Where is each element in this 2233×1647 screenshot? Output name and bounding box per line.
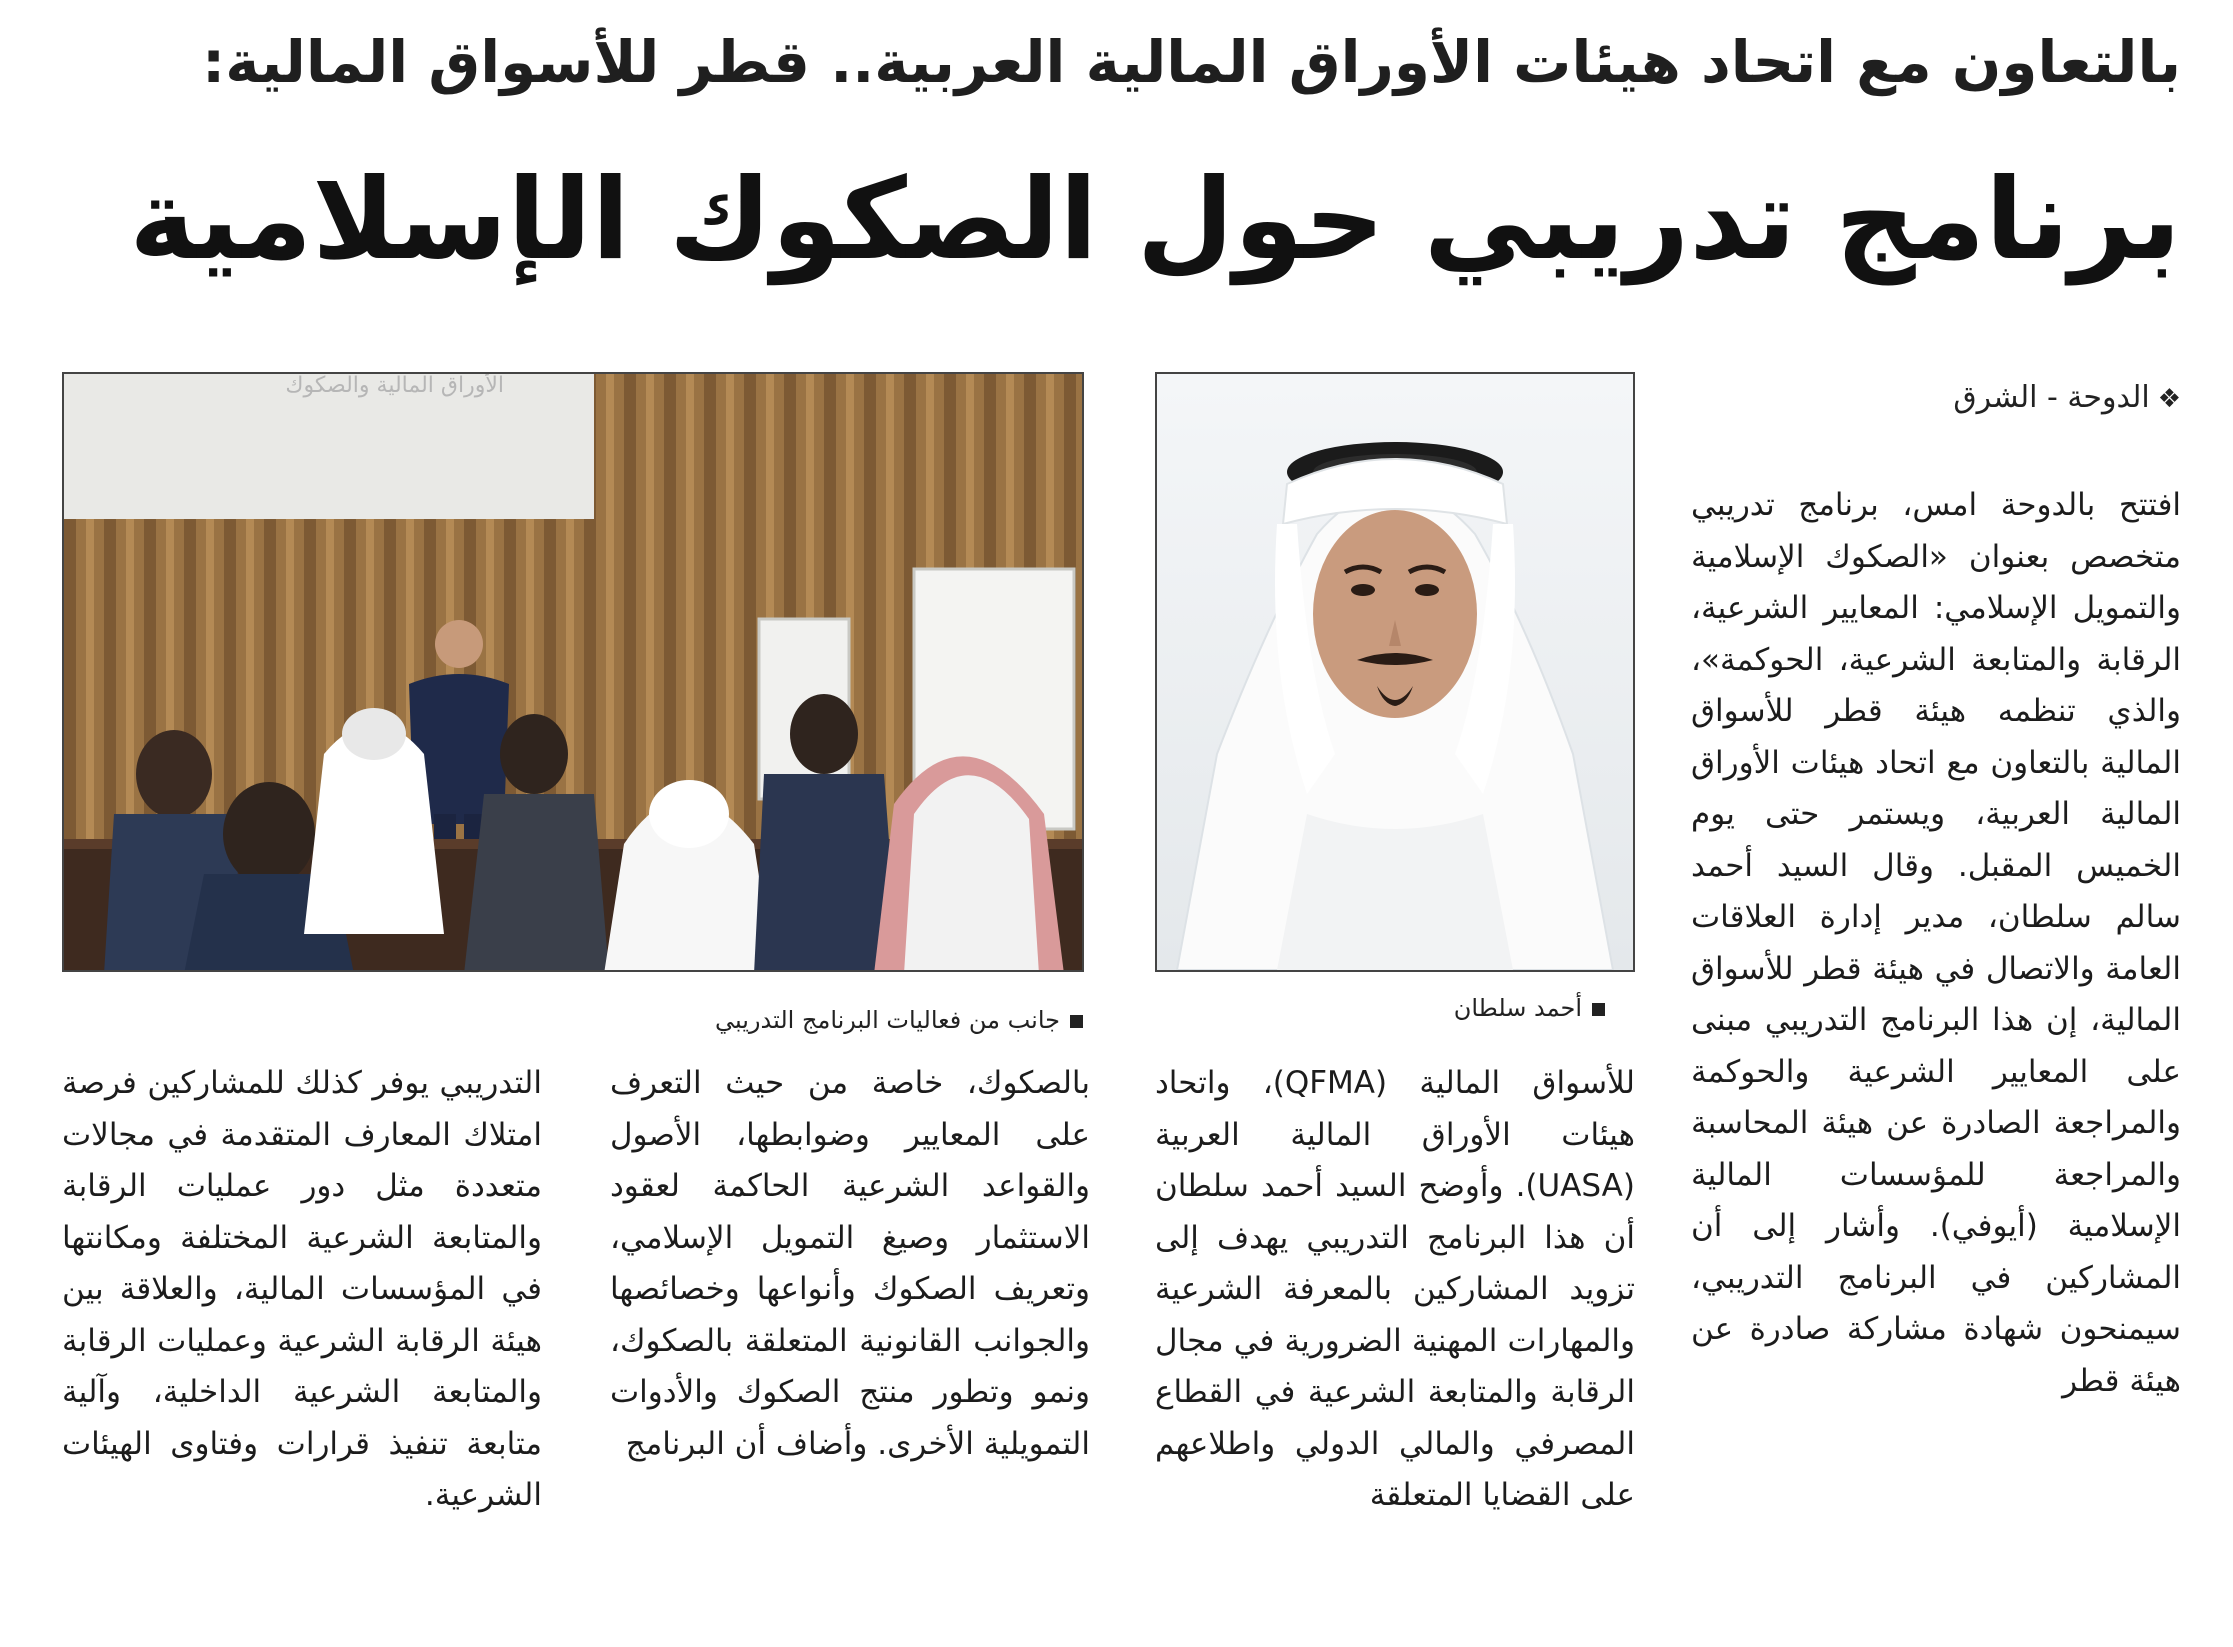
caption-square-icon: [1592, 1003, 1605, 1016]
diamond-bullet-icon: ❖: [2157, 384, 2181, 414]
event-caption: [63, 1002, 1083, 1038]
column-1-text: افتتح بالدوحة امس، برنامج تدريبي متخصص بعنوان «الصكوك الإسلامية والتمويل الإسلامي: المعايير الشرعية، الرقابة والمتابعة الشرعية، الحوكمة»، والذي تنظمه هيئة قطر للأسواق المالية بالتعاون مع اتحاد هيئات الأوراق المالية العربية، ويستمر حتى يوم الخميس المقبل. وقال السيد أحمد سالم سلطان، مدير إدارة العلاقات العامة والاتصال في هيئة قطر للأسواق المالية، إن هذا البرنامج التدريبي مبنى على المعايير الشرعية والحوكمة والمراجعة الصادرة عن هيئة المحاسبة والمراجعة للمؤسسات المالية الإسلامية (أيوفي). وأشار إلى أن المشاركين في البرنامج التدريبي، سيمنحون شهادة مشاركة صادرة عن هيئة قطر: [1691, 487, 2181, 1399]
article-headline: برنامج تدريبي حول الصكوك الإسلامية: [129, 155, 2181, 285]
column-4-text: التدريبي يوفر كذلك للمشاركين فرصة امتلاك المعارف المتقدمة في مجالات متعددة مثل دور عمليات الرقابة والمتابعة الشرعية المختلفة ومكانتها في المؤسسات المالية، والعلاقة بين هيئة الرقابة الشرعية وعمليات الرقابة والمتابعة الشرعية الداخلية، وآلية متابعة تنفيذ قرارات وفتاوى الهيئات الشرعية.: [62, 1065, 542, 1513]
screen-text: الأوراق المالية والصكوك: [285, 374, 504, 398]
portrait-photo: [1155, 372, 1635, 972]
column-2-text: للأسواق المالية (QFMA)، واتحاد هيئات الأوراق المالية العربية (UASA). وأوضح السيد أحمد سلطان أن هذا البرنامج التدريبي يهدف إلى تزويد المشاركين بالمعرفة الشرعية والمهارات المهنية الضرورية في مجال الرقابة والمتابعة الشرعية في القطاع المصرفي والمالي الدولي واطلاعهم على القضايا المتعلقة: [1155, 1065, 1635, 1513]
portrait-caption-text: أحمد سلطان: [1453, 994, 1582, 1022]
article-column-3: [610, 1058, 1090, 1470]
event-photo: [62, 372, 1084, 972]
dateline-text: الدوحة - الشرق: [1953, 380, 2150, 415]
article-column-2: [1155, 1058, 1635, 1522]
caption-square-icon: [1070, 1015, 1083, 1028]
article-column-4: [62, 1058, 542, 1522]
article-kicker: بالتعاون مع اتحاد هيئات الأوراق المالية العربية.. قطر للأسواق المالية:: [202, 28, 2181, 96]
dateline: [1691, 376, 2181, 421]
column-3-text: بالصكوك، خاصة من حيث التعرف على المعايير وضوابطها، الأصول والقواعد الشرعية الحاكمة لعقود الاستثمار وصيغ التمويل الإسلامي، وتعريف الصكوك وأنواعها وخصائصها والجوانب القانونية المتعلقة بالصكوك، ونمو وتطور منتج الصكوك والأدوات التمويلية الأخرى. وأضاف أن البرنامج: [610, 1065, 1090, 1462]
event-caption-text: جانب من فعاليات البرنامج التدريبي: [715, 1006, 1060, 1034]
article-column-1: [1691, 480, 2181, 1407]
portrait-illustration: [1157, 374, 1633, 970]
event-illustration: [64, 374, 1082, 970]
portrait-caption: [1135, 990, 1605, 1026]
